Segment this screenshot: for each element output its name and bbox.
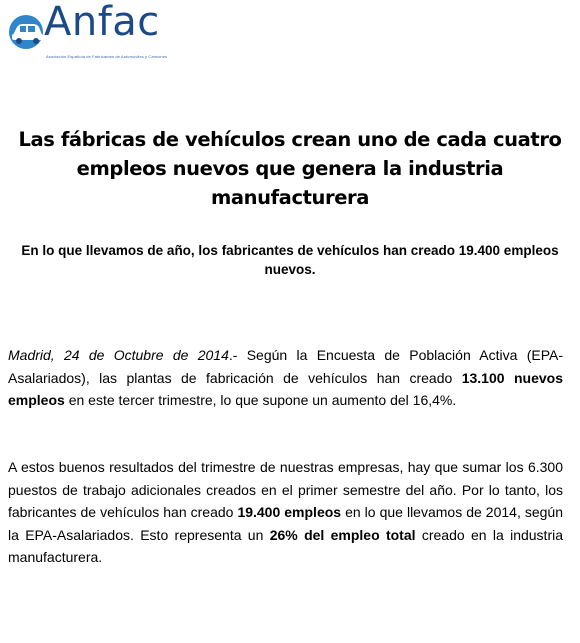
anfac-logo [6,0,186,59]
paragraph-2-text-b: en lo que llevamos de 2014, según la EPA-Asalariados. Esto representa un [8,504,563,543]
paragraph-2-highlight-2: 26% del empleo total [269,526,416,543]
headline: Las fábricas de vehículos crean uno de cada cuatro empleos nuevos que genera la industria manufacturera [18,128,562,209]
paragraph-2-highlight-1: 19.400 empleos [237,504,342,520]
paragraph-1-text-b: en este tercer trimestre, lo que supone un aumento del 16,4%. [64,392,457,408]
logo-wordmark: Anfac [44,0,160,45]
paragraph-1-highlight: 13.100 nuevos empleos [8,369,563,408]
subheadline: En lo que llevamos de año, los fabricantes de vehículos han creado 19.400 empleos nuevos. [21,243,559,277]
logo-subtitle: Asociación Española de Fabricantes de Automóviles y Camiones [46,54,168,59]
dateline-separator: .- [228,347,238,363]
dateline: Madrid, 24 de Octubre de 2014 [8,347,229,363]
paragraph-2-text-c: creado en la industria manufacturera. [8,526,564,565]
paragraph-1-text-a: Según la Encuesta de Población Activa (EPA-Asalariados), las plantas de fabricación de vehículos han creado [8,347,563,386]
paragraph-1 [8,344,563,412]
paragraph-2-text-a: A estos buenos resultados del trimestre de nuestras empresas, hay que sumar los 6.300 puestos de trabajo adicionales creados en el primer semestre del año. Por lo tanto, los fabricantes de vehículos han creado [8,459,563,520]
paragraph-2 [8,456,563,569]
